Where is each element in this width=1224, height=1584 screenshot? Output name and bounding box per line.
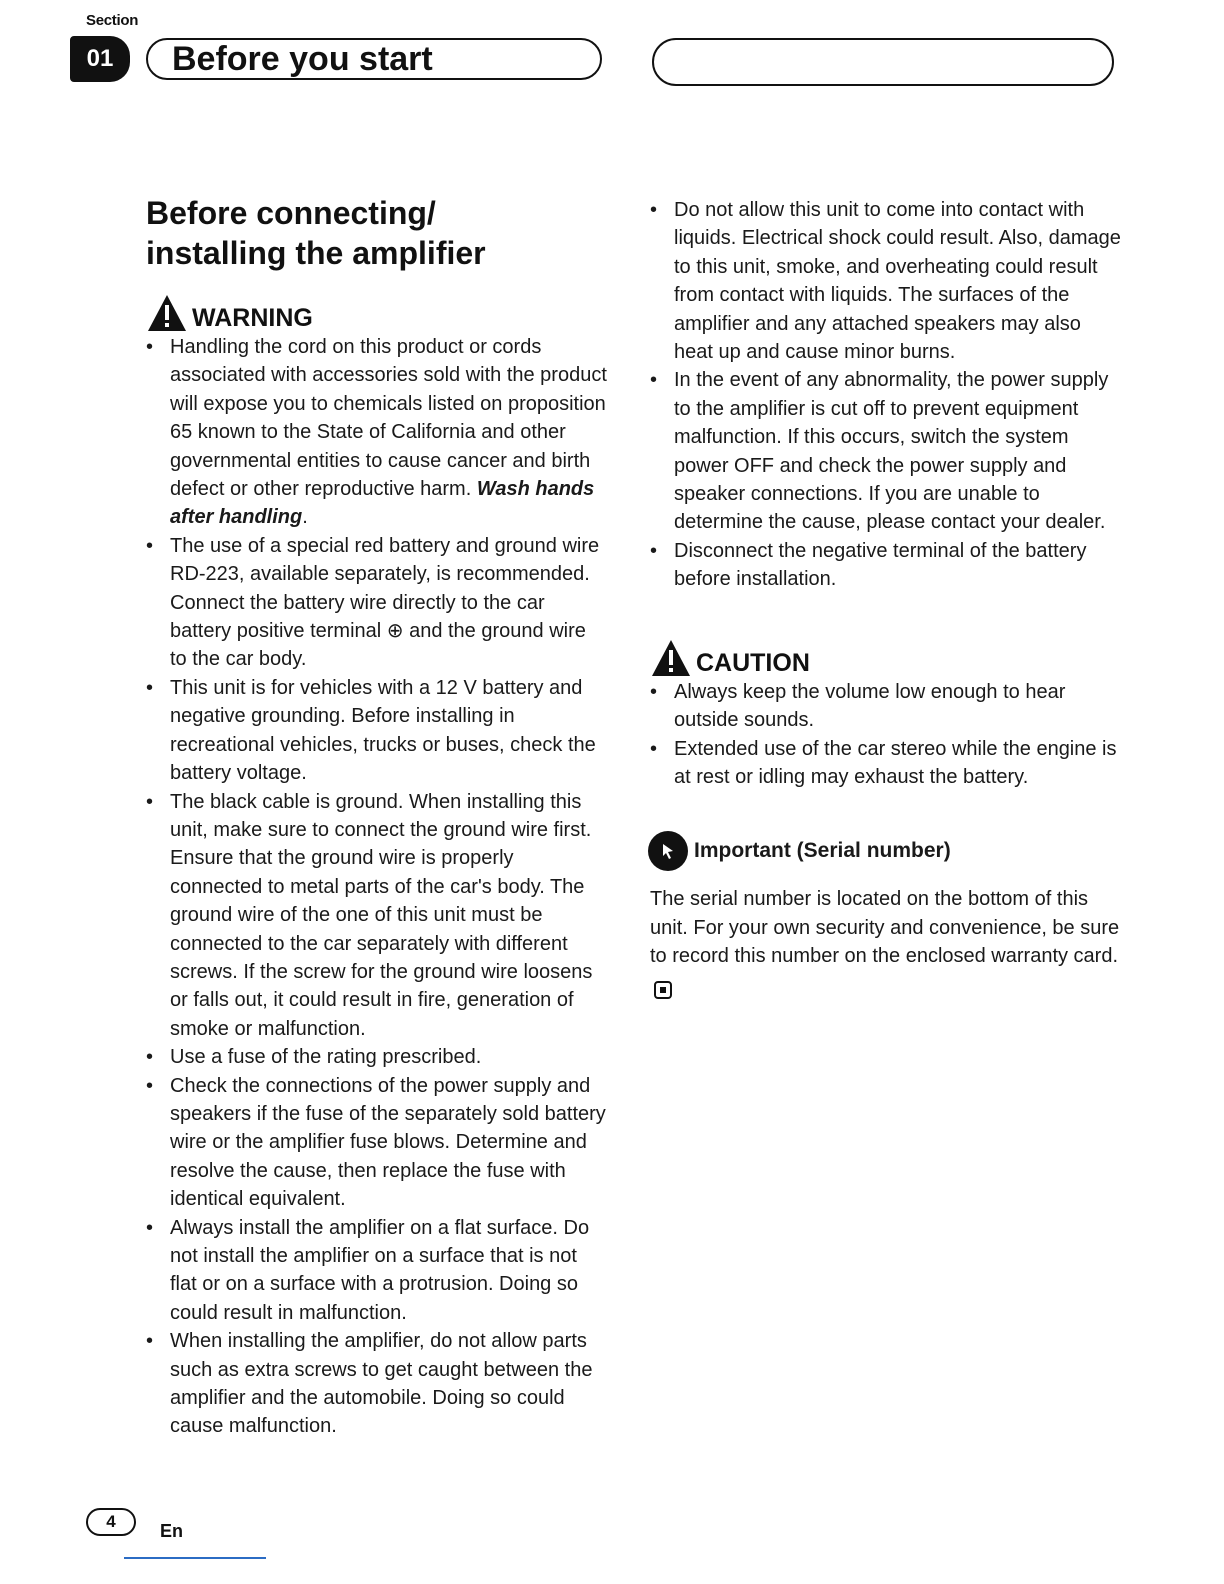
section-label: Section: [86, 12, 139, 29]
empty-title-frame: [652, 38, 1114, 86]
list-item: • The use of a special red battery and ground wire RD-223, available separately, is recommended. Connect the battery wire directly to the car battery positive terminal ⊕ and the ground wire to the car body.: [146, 532, 608, 674]
caution-label: CAUTION: [696, 648, 810, 677]
important-paragraph: [650, 885, 1124, 999]
page-title: Before you start: [172, 40, 433, 78]
main-heading: [146, 193, 608, 273]
left-column: [146, 193, 608, 1441]
list-item: • This unit is for vehicles with a 12 V battery and negative grounding. Before installing in recreational vehicles, trucks or buses, check the battery voltage.: [146, 674, 608, 788]
caution-triangle-icon: [650, 638, 692, 678]
list-item: • Disconnect the negative terminal of the battery before installation.: [650, 537, 1124, 594]
warning-list-continued: [650, 196, 1124, 594]
list-item: • The black cable is ground. When installing this unit, make sure to connect the ground wire first. Ensure that the ground wire is properly connected to metal parts of the car's body. The ground wire of the one of this unit must be connected to the car separately with different screws. If the screw for the ground wire loosens or falls out, it could result in fire, generation of smoke or malfunction.: [146, 788, 608, 1044]
warning-label: WARNING: [192, 304, 313, 332]
end-of-section-icon: [654, 981, 672, 999]
heading-line-1: Before connecting/: [146, 195, 436, 231]
hand-pointer-icon: [657, 840, 679, 862]
important-heading: [648, 829, 1124, 873]
section-number-badge: 01: [70, 36, 130, 82]
list-item: • Handling the cord on this product or cords associated with accessories sold with the product will expose you to chemicals listed on proposition 65 known to the State of California and other governmental entities to cause cancer and birth defect or other reproductive harm. Wash hands after handling.: [146, 333, 608, 532]
list-item: • Use a fuse of the rating prescribed.: [146, 1043, 608, 1071]
heading-line-2: installing the amplifier: [146, 235, 486, 271]
list-item: • When installing the amplifier, do not allow parts such as extra screws to get caught between the amplifier and the automobile. Doing so could cause malfunction.: [146, 1327, 608, 1441]
list-item: • In the event of any abnormality, the power supply to the amplifier is cut off to prevent equipment malfunction. If this occurs, switch the system power OFF and check the power supply and speaker connections. If you are unable to determine the cause, please contact your dealer.: [650, 366, 1124, 536]
list-item: • Always install the amplifier on a flat surface. Do not install the amplifier on a surface that is not flat or on a surface with a protrusion. Doing so could result in malfunction.: [146, 1214, 608, 1328]
caution-list: [650, 678, 1124, 792]
important-text: The serial number is located on the bottom of this unit. For your own security and convenience, be sure to record this number on the enclosed warranty card.: [650, 888, 1120, 968]
important-icon: [648, 831, 688, 871]
warning-list: [146, 333, 608, 1441]
caution-heading: [650, 632, 1124, 678]
right-column: [650, 196, 1124, 999]
warning-heading: [146, 287, 608, 333]
emphasis-text: Wash hands after handling: [170, 478, 595, 529]
warning-triangle-icon: [146, 293, 188, 333]
page-number: 4: [86, 1508, 136, 1536]
list-item: • Check the connections of the power supply and speakers if the fuse of the separately sold battery wire or the amplifier fuse blows. Determine and resolve the cause, then replace the fuse with identical equivalent.: [146, 1072, 608, 1214]
important-label: Important (Serial number): [694, 839, 951, 863]
list-item: • Do not allow this unit to come into contact with liquids. Electrical shock could result. Also, damage to this unit, smoke, and overheating could result from contact with liquids. The surfaces of the amplifier and any attached speakers may also heat up and cause minor burns.: [650, 196, 1124, 366]
list-item: • Extended use of the car stereo while the engine is at rest or idling may exhaust the battery.: [650, 735, 1124, 792]
footer-rule: [124, 1557, 266, 1559]
language-code: En: [160, 1521, 184, 1541]
list-item: • Always keep the volume low enough to hear outside sounds.: [650, 678, 1124, 735]
